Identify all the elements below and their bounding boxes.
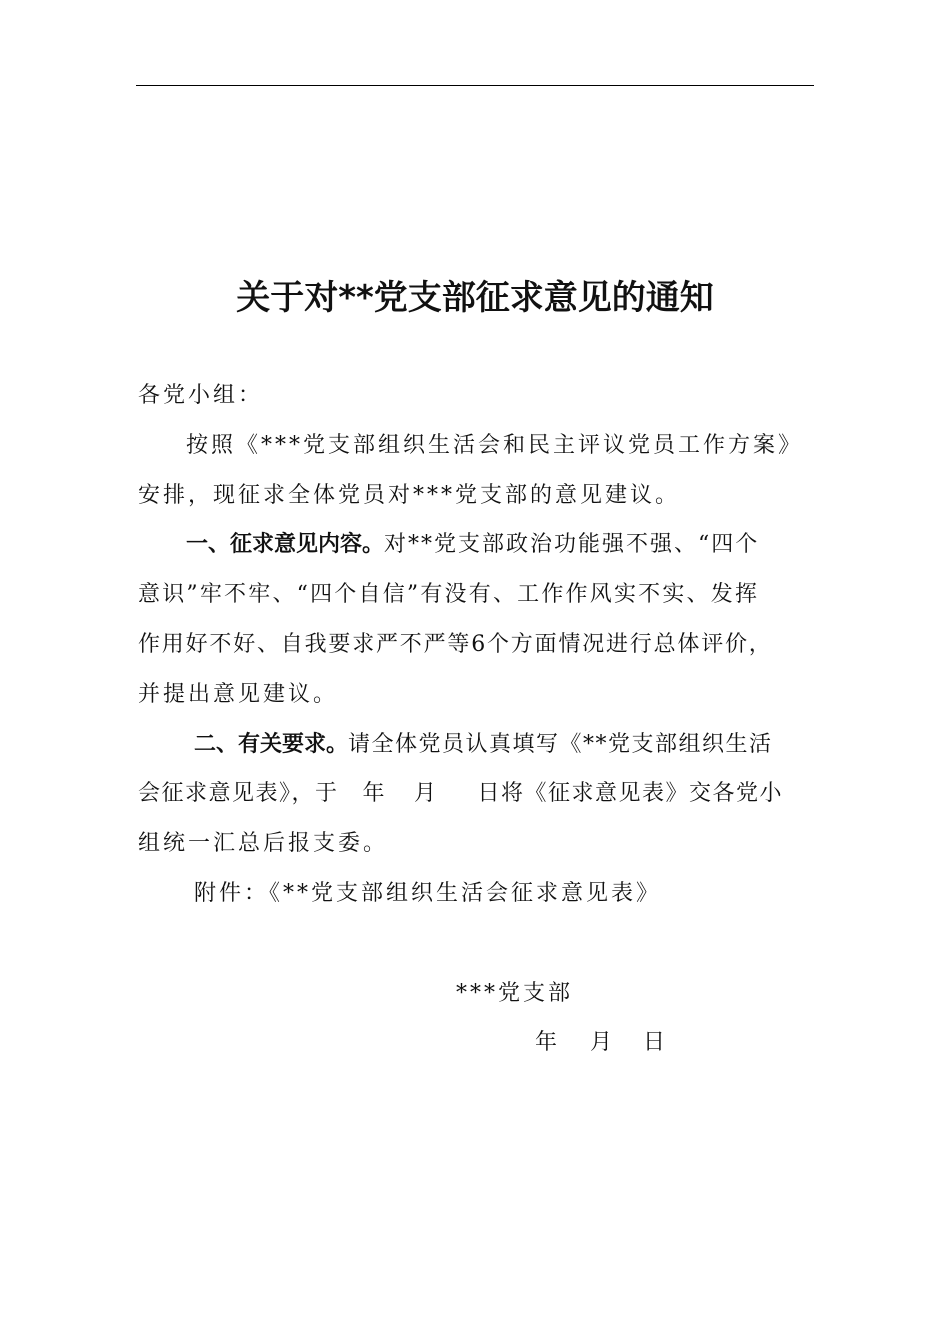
intro-line-2: 安排，现征求全体党员对***党支部的意见建议。 <box>138 483 681 508</box>
intro-line-1: 按照《***党支部组织生活会和民主评议党员工作方案》 <box>186 433 804 458</box>
section2-line-1 <box>138 730 814 760</box>
section1-line-1 <box>138 530 814 560</box>
section2-line-2 <box>138 779 814 809</box>
document-title: 关于对**党支部征求意见的通知 <box>236 278 714 318</box>
section1-heading: 一、征求意见内容。 <box>186 532 385 557</box>
section2-line-2-a: 会征求意见表》，于 <box>138 781 339 806</box>
section1-line-4: 并提出意见建议。 <box>138 682 339 707</box>
signature-date <box>535 1028 668 1058</box>
header-rule <box>136 85 814 86</box>
section1-line-1-text: 对**党支部政治功能强不强、“四个 <box>384 532 760 557</box>
signature-month: 月 <box>590 1030 616 1055</box>
section2-year: 年 <box>362 781 387 806</box>
signature-year: 年 <box>535 1030 561 1055</box>
section2-heading: 二、有关要求。 <box>194 732 349 757</box>
section2-line-2-b: 日将《征求意见表》交各党小 <box>477 781 784 806</box>
section2-line-3: 组统一汇总后报支委。 <box>138 831 389 856</box>
section2-line-1-text: 请全体党员认真填写《**党支部组织生活 <box>348 732 773 757</box>
signature-day: 日 <box>643 1030 669 1055</box>
section2-month: 月 <box>414 781 438 806</box>
section1-line-2: 意识”牢不牢、“四个自信”有没有、工作作风实不实、发挥 <box>138 582 760 607</box>
salutation: 各党小组： <box>138 383 264 408</box>
attachment-line: 附件：《**党支部组织生活会征求意见表》 <box>194 881 662 906</box>
signature-org: ***党支部 <box>456 981 574 1006</box>
section1-line-3: 作用好不好、自我要求严不严等6个方面情况进行总体评价， <box>138 632 773 657</box>
